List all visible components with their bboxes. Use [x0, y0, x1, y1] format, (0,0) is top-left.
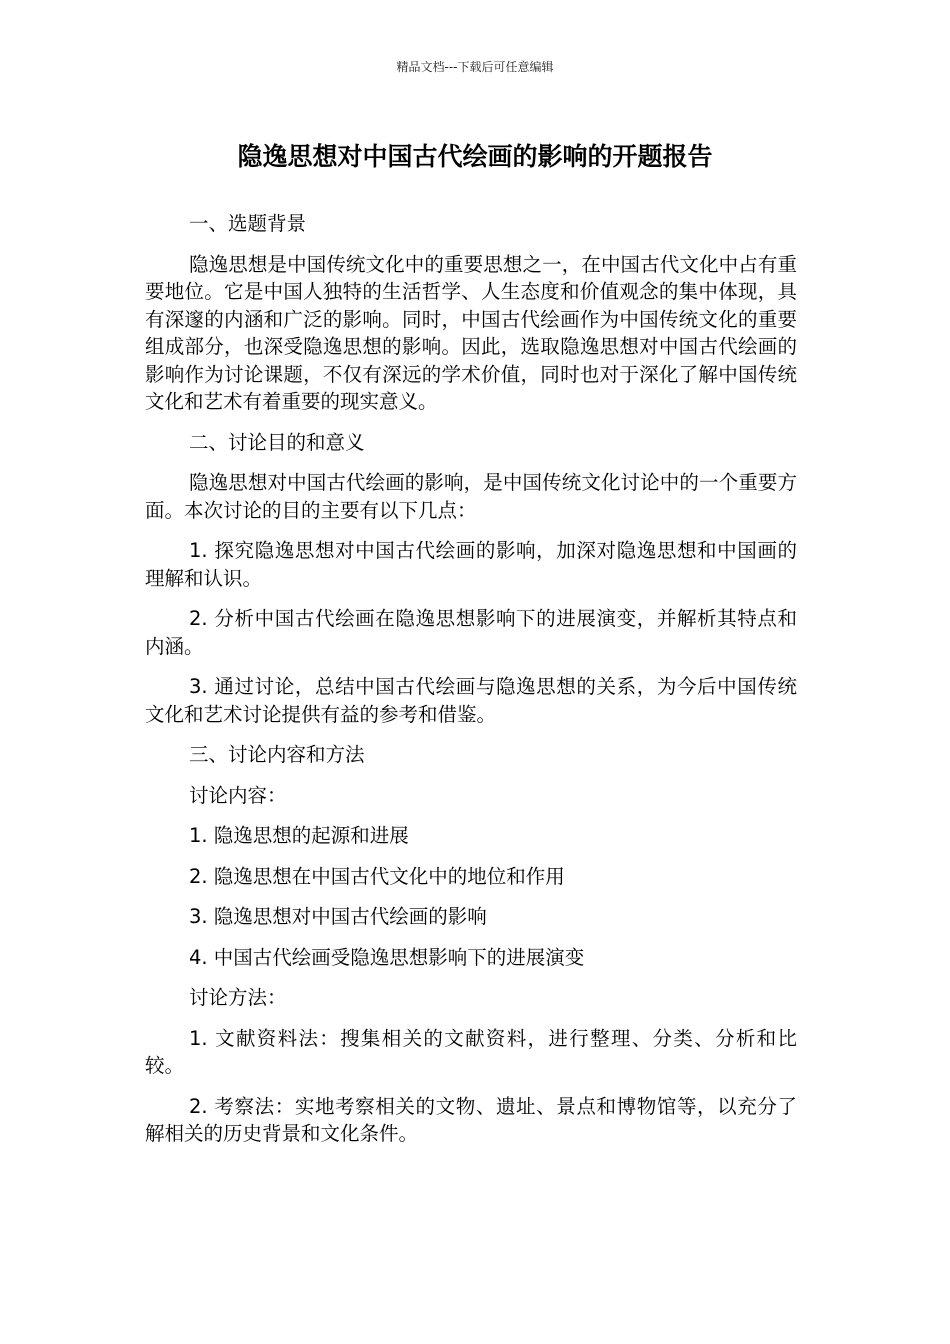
list-item-method-1: 1. 文献资料法：搜集相关的文献资料，进行整理、分类、分析和比较。: [145, 1026, 797, 1077]
section-heading-background: 一、选题背景: [189, 212, 307, 235]
list-item-content-3: 3. 隐逸思想对中国古代绘画的影响: [189, 905, 487, 928]
list-item-content-2: 2. 隐逸思想在中国古代文化中的地位和作用: [189, 864, 565, 888]
list-item-purpose-3: 3. 通过讨论，总结中国古代绘画与隐逸思想的关系，为今后中国传统文化和艺术讨论提供有益的参考和借鉴。: [145, 675, 797, 726]
list-item-content-4: 4. 中国古代绘画受隐逸思想影响下的进展演变: [189, 945, 585, 969]
list-item-content-1: 1. 隐逸思想的起源和进展: [189, 824, 409, 847]
paragraph-background: 隐逸思想是中国传统文化中的重要思想之一，在中国古代文化中占有重要地位。它是中国人独特的生活哲学、人生态度和价值观念的集中体现，具有深邃的内涵和广泛的影响。同时，中国古代绘画作为中国传统文化的重要组成部分，也深受隐逸思想的影响。因此，选取隐逸思想对中国古代绘画的影响作为讨论课题，不仅有深远的学术价值，同时也对于深化了解中国传统文化和艺术有着重要的现实意义。: [145, 252, 797, 413]
list-item-method-2: 2. 考察法：实地考察相关的文物、遗址、景点和博物馆等，以充分了解相关的历史背景和文化条件。: [145, 1094, 797, 1145]
subheading-content: 讨论内容：: [189, 783, 287, 807]
subheading-method: 讨论方法：: [189, 986, 287, 1009]
document-body: [145, 210, 797, 1161]
document-title: 隐逸思想对中国古代绘画的影响的开题报告: [237, 142, 713, 171]
list-item-purpose-1: 1. 探究隐逸思想对中国古代绘画的影响，加深对隐逸思想和中国画的理解和认识。: [145, 539, 797, 590]
section-heading-purpose: 二、讨论目的和意义: [189, 430, 365, 454]
list-item-purpose-2: 2. 分析中国古代绘画在隐逸思想影响下的进展演变，并解析其特点和内涵。: [145, 607, 797, 658]
header-note: 精品文档---下载后可任意编辑: [396, 60, 554, 74]
section-heading-content-method: 三、讨论内容和方法: [189, 743, 365, 766]
paragraph-purpose-intro: 隐逸思想对中国古代绘画的影响，是中国传统文化讨论中的一个重要方面。本次讨论的目的主要有以下几点：: [145, 471, 797, 522]
